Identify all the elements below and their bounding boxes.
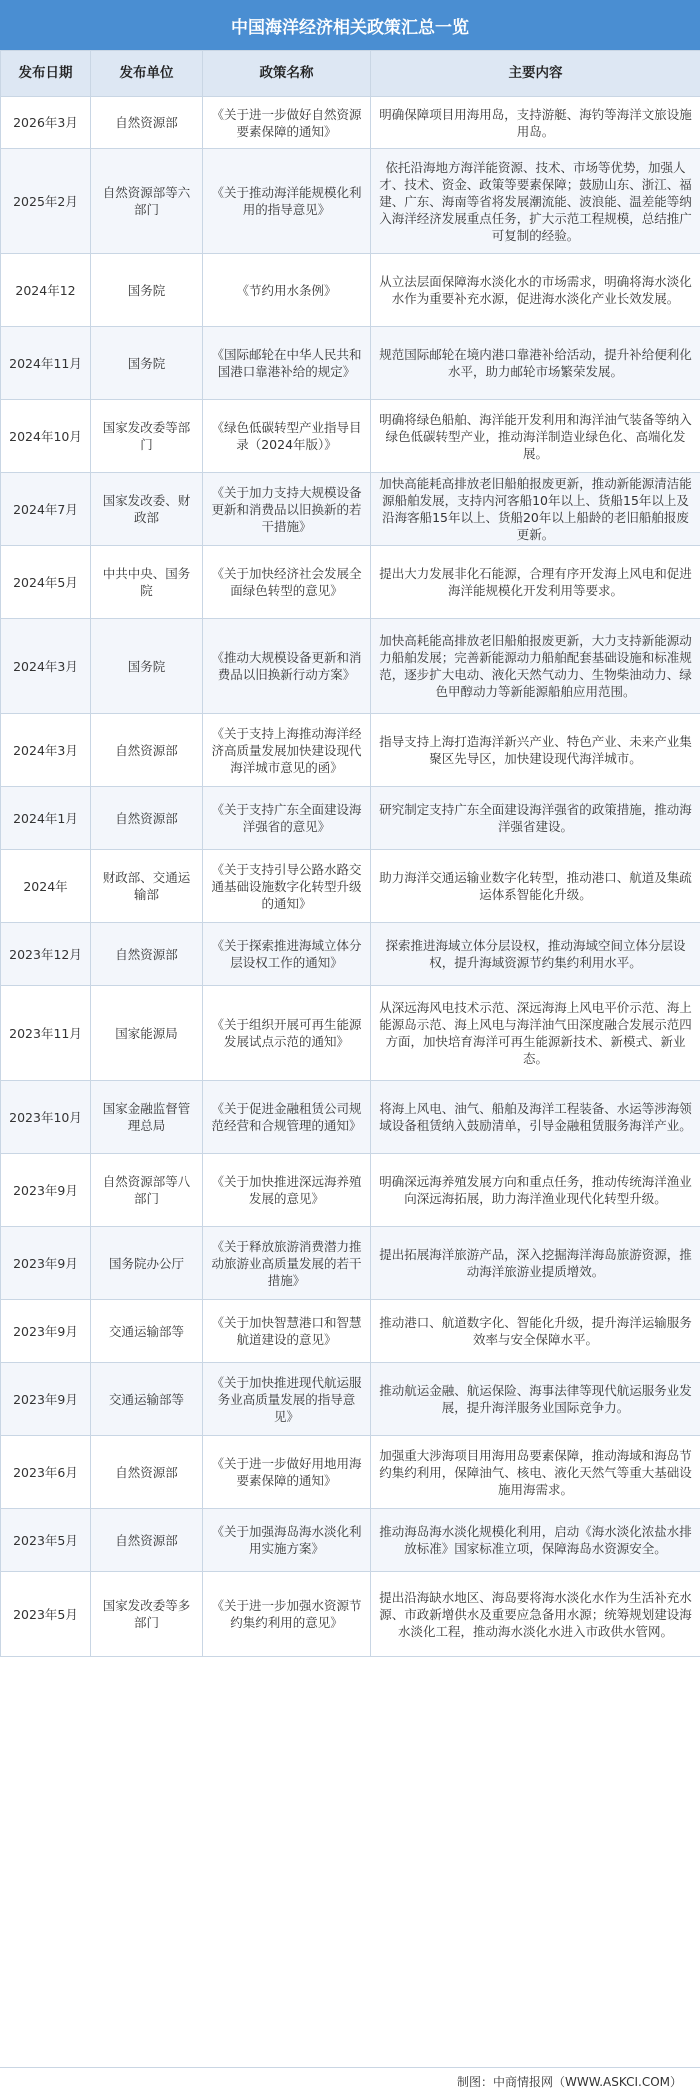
table-row bbox=[1, 1436, 700, 1509]
row-content: 推动海岛海水淡化规模化利用，启动《海水淡化浓盐水排放标准》国家标准立项，保障海岛水资源安全。 bbox=[371, 1509, 700, 1572]
row-content: 明确将绿色船舶、海洋能开发利用和海洋油气装备等纳入绿色低碳转型产业，推动海洋制造业绿色化、高端化发展。 bbox=[371, 400, 700, 473]
row-date: 2024年 bbox=[1, 850, 91, 923]
row-policy-name: 《节约用水条例》 bbox=[203, 254, 371, 327]
row-unit: 国家金融监督管理总局 bbox=[91, 1081, 203, 1154]
row-date: 2024年11月 bbox=[1, 327, 91, 400]
row-unit: 交通运输部等 bbox=[91, 1363, 203, 1436]
table-row bbox=[1, 400, 700, 473]
table-row bbox=[1, 787, 700, 850]
header-content: 主要内容 bbox=[371, 51, 700, 97]
row-unit: 自然资源部 bbox=[91, 1436, 203, 1509]
row-content: 提出拓展海洋旅游产品，深入挖掘海洋海岛旅游资源，推动海洋旅游业提质增效。 bbox=[371, 1227, 700, 1300]
row-date: 2024年3月 bbox=[1, 619, 91, 714]
row-unit: 国家发改委等部门 bbox=[91, 400, 203, 473]
row-content: 指导支持上海打造海洋新兴产业、特色产业、未来产业集聚区先导区，加快建设现代海洋城市。 bbox=[371, 714, 700, 787]
row-unit: 国务院 bbox=[91, 254, 203, 327]
row-policy-name: 《关于加快经济社会发展全面绿色转型的意见》 bbox=[203, 546, 371, 619]
row-policy-name: 《关于促进金融租赁公司规范经营和合规管理的通知》 bbox=[203, 1081, 371, 1154]
row-date: 2023年9月 bbox=[1, 1300, 91, 1363]
row-unit: 自然资源部 bbox=[91, 923, 203, 986]
header-unit: 发布单位 bbox=[91, 51, 203, 97]
row-unit: 交通运输部等 bbox=[91, 1300, 203, 1363]
row-content: 明确保障项目用海用岛，支持游艇、海钓等海洋文旅设施用岛。 bbox=[371, 97, 700, 149]
row-unit: 国务院 bbox=[91, 619, 203, 714]
source-caption: 制图：中商情报网（WWW.ASKCI.COM） bbox=[0, 2067, 700, 2095]
row-content: 探索推进海域立体分层设权，推动海域空间立体分层设权，提升海域资源节约集约利用水平。 bbox=[371, 923, 700, 986]
row-policy-name: 《关于探索推进海域立体分层设权工作的通知》 bbox=[203, 923, 371, 986]
table-row bbox=[1, 923, 700, 986]
row-content: 规范国际邮轮在境内港口靠港补给活动，提升补给便利化水平，助力邮轮市场繁荣发展。 bbox=[371, 327, 700, 400]
table-row bbox=[1, 97, 700, 149]
row-unit: 自然资源部等八部门 bbox=[91, 1154, 203, 1227]
row-unit: 中共中央、国务院 bbox=[91, 546, 203, 619]
table-row bbox=[1, 1572, 700, 1657]
row-content: 明确深远海养殖发展方向和重点任务，推动传统海洋渔业向深远海拓展，助力海洋渔业现代化转型升级。 bbox=[371, 1154, 700, 1227]
table-header-row bbox=[1, 51, 700, 97]
row-policy-name: 《关于支持引导公路水路交通基础设施数字化转型升级的通知》 bbox=[203, 850, 371, 923]
row-policy-name: 《关于加快智慧港口和智慧航道建设的意见》 bbox=[203, 1300, 371, 1363]
row-content: 提出大力发展非化石能源，合理有序开发海上风电和促进海洋能规模化开发利用等要求。 bbox=[371, 546, 700, 619]
row-policy-name: 《关于进一步做好自然资源要素保障的通知》 bbox=[203, 97, 371, 149]
row-policy-name: 《关于支持上海推动海洋经济高质量发展加快建设现代海洋城市意见的函》 bbox=[203, 714, 371, 787]
row-date: 2026年3月 bbox=[1, 97, 91, 149]
table-row bbox=[1, 714, 700, 787]
table-row bbox=[1, 254, 700, 327]
row-unit: 自然资源部 bbox=[91, 97, 203, 149]
row-policy-name: 《关于进一步做好用地用海要素保障的通知》 bbox=[203, 1436, 371, 1509]
row-unit: 自然资源部等六部门 bbox=[91, 149, 203, 254]
table-row bbox=[1, 1509, 700, 1572]
row-content: 加强重大涉海项目用海用岛要素保障，推动海域和海岛节约集约利用，保障油气、核电、液化天然气等重大基础设施用海需求。 bbox=[371, 1436, 700, 1509]
row-date: 2023年5月 bbox=[1, 1572, 91, 1657]
row-unit: 自然资源部 bbox=[91, 787, 203, 850]
row-content: 推动港口、航道数字化、智能化升级，提升海洋运输服务效率与安全保障水平。 bbox=[371, 1300, 700, 1363]
row-content: 将海上风电、油气、船舶及海洋工程装备、水运等涉海领域设备租赁纳入鼓励清单，引导金融租赁服务海洋产业。 bbox=[371, 1081, 700, 1154]
row-content: 从深远海风电技术示范、深远海海上风电平价示范、海上能源岛示范、海上风电与海洋油气田深度融合发展示范四方面，加快培育海洋可再生能源新技术、新模式、新业态。 bbox=[371, 986, 700, 1081]
row-unit: 国务院 bbox=[91, 327, 203, 400]
table-row bbox=[1, 1081, 700, 1154]
table-row bbox=[1, 619, 700, 714]
row-content: 加快高能耗高排放老旧船舶报废更新，推动新能源清洁能源船舶发展，支持内河客船10年以上、货船15年以上及沿海客船15年以上、货船20年以上船龄的老旧船舶报废更新。 bbox=[371, 473, 700, 546]
row-date: 2024年10月 bbox=[1, 400, 91, 473]
page-title: 中国海洋经济相关政策汇总一览 bbox=[0, 0, 700, 50]
table-row bbox=[1, 149, 700, 254]
table-row bbox=[1, 1363, 700, 1436]
row-date: 2023年9月 bbox=[1, 1363, 91, 1436]
row-date: 2023年5月 bbox=[1, 1509, 91, 1572]
table-row bbox=[1, 473, 700, 546]
row-policy-name: 《关于进一步加强水资源节约集约利用的意见》 bbox=[203, 1572, 371, 1657]
row-unit: 财政部、交通运输部 bbox=[91, 850, 203, 923]
row-content: 从立法层面保障海水淡化水的市场需求，明确将海水淡化水作为重要补充水源，促进海水淡化产业长效发展。 bbox=[371, 254, 700, 327]
table-row bbox=[1, 546, 700, 619]
row-date: 2023年9月 bbox=[1, 1227, 91, 1300]
row-unit: 国务院办公厅 bbox=[91, 1227, 203, 1300]
row-content: 研究制定支持广东全面建设海洋强省的政策措施，推动海洋强省建设。 bbox=[371, 787, 700, 850]
row-content: 提出沿海缺水地区、海岛要将海水淡化水作为生活补充水源、市政新增供水及重要应急备用水源；统筹规划建设海水淡化工程，推动海水淡化水进入市政供水管网。 bbox=[371, 1572, 700, 1657]
row-unit: 国家能源局 bbox=[91, 986, 203, 1081]
table-row bbox=[1, 327, 700, 400]
row-date: 2024年12 bbox=[1, 254, 91, 327]
row-date: 2023年10月 bbox=[1, 1081, 91, 1154]
row-date: 2025年2月 bbox=[1, 149, 91, 254]
row-date: 2023年6月 bbox=[1, 1436, 91, 1509]
row-unit: 自然资源部 bbox=[91, 714, 203, 787]
row-content: 加快高耗能高排放老旧船舶报废更新，大力支持新能源动力船舶发展；完善新能源动力船舶配套基础设施和标准规范，逐步扩大电动、液化天然气动力、生物柴油动力、绿色甲醇动力等新能源船舶应用范围。 bbox=[371, 619, 700, 714]
row-policy-name: 《绿色低碳转型产业指导目录（2024年版）》 bbox=[203, 400, 371, 473]
row-date: 2023年11月 bbox=[1, 986, 91, 1081]
row-content: 助力海洋交通运输业数字化转型，推动港口、航道及集疏运体系智能化升级。 bbox=[371, 850, 700, 923]
table-row bbox=[1, 1154, 700, 1227]
row-policy-name: 《关于加力支持大规模设备更新和消费品以旧换新的若干措施》 bbox=[203, 473, 371, 546]
row-date: 2023年12月 bbox=[1, 923, 91, 986]
header-date: 发布日期 bbox=[1, 51, 91, 97]
row-date: 2024年7月 bbox=[1, 473, 91, 546]
row-content: 推动航运金融、航运保险、海事法律等现代航运服务业发展，提升海洋服务业国际竞争力。 bbox=[371, 1363, 700, 1436]
policy-table bbox=[0, 50, 700, 1657]
row-policy-name: 《关于释放旅游消费潜力推动旅游业高质量发展的若干措施》 bbox=[203, 1227, 371, 1300]
row-policy-name: 《关于支持广东全面建设海洋强省的意见》 bbox=[203, 787, 371, 850]
row-content: 依托沿海地方海洋能资源、技术、市场等优势，加强人才、技术、资金、政策等要素保障；鼓励山东、浙江、福建、广东、海南等省将发展潮流能、波浪能、温差能等纳入海洋经济发展重点任务，扩大示范工程规模，总结推广可复制的经验。 bbox=[371, 149, 700, 254]
row-date: 2024年1月 bbox=[1, 787, 91, 850]
row-date: 2023年9月 bbox=[1, 1154, 91, 1227]
row-policy-name: 《关于加快推进现代航运服务业高质量发展的指导意见》 bbox=[203, 1363, 371, 1436]
row-unit: 国家发改委等多部门 bbox=[91, 1572, 203, 1657]
table-row bbox=[1, 1300, 700, 1363]
row-unit: 自然资源部 bbox=[91, 1509, 203, 1572]
header-policy: 政策名称 bbox=[203, 51, 371, 97]
row-policy-name: 《关于加强海岛海水淡化利用实施方案》 bbox=[203, 1509, 371, 1572]
table-body bbox=[1, 97, 700, 1657]
row-unit: 国家发改委、财政部 bbox=[91, 473, 203, 546]
row-policy-name: 《关于推动海洋能规模化利用的指导意见》 bbox=[203, 149, 371, 254]
row-policy-name: 《关于组织开展可再生能源发展试点示范的通知》 bbox=[203, 986, 371, 1081]
table-row bbox=[1, 1227, 700, 1300]
row-date: 2024年3月 bbox=[1, 714, 91, 787]
row-policy-name: 《国际邮轮在中华人民共和国港口靠港补给的规定》 bbox=[203, 327, 371, 400]
row-policy-name: 《推动大规模设备更新和消费品以旧换新行动方案》 bbox=[203, 619, 371, 714]
table-row bbox=[1, 850, 700, 923]
row-date: 2024年5月 bbox=[1, 546, 91, 619]
table-row bbox=[1, 986, 700, 1081]
row-policy-name: 《关于加快推进深远海养殖发展的意见》 bbox=[203, 1154, 371, 1227]
